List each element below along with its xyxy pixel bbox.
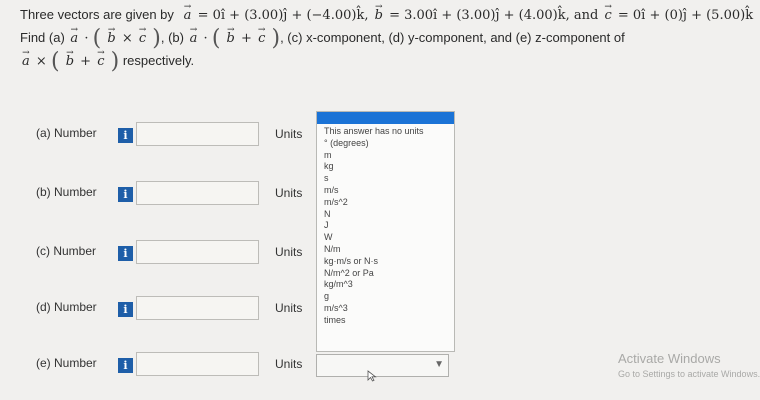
units-options [317,124,454,327]
watermark-subtitle: Go to Settings to activate Windows. [618,369,760,379]
info-icon[interactable]: i [118,302,133,317]
vector-a-symbol: → a [188,28,200,50]
open-paren: ( [50,49,60,74]
vector-c-symbol: → c [602,5,613,27]
info-icon[interactable]: i [118,128,133,143]
vector-b-symbol: → b [64,51,76,73]
answer-input-e[interactable] [136,352,259,376]
units-option[interactable]: N/m^2 or Pa [324,267,374,278]
answer-input-b[interactable] [136,181,259,205]
close-paren: ) [152,26,161,51]
units-dropdown-list[interactable] [316,111,455,352]
number-label-a: (a) Number [36,126,97,140]
vector-c-expression: = 0î + (0)ĵ + (5.00)k̂ [617,8,754,23]
units-label-e: Units [275,357,303,371]
answer-input-c[interactable] [136,240,259,264]
units-label-c: Units [275,245,303,259]
activate-windows-watermark [618,351,760,379]
vector-c-symbol: → c [256,28,267,50]
vector-a-symbol: → a [182,5,194,27]
close-paren: ) [271,26,281,51]
vector-c-symbol: → c [95,51,106,73]
chevron-down-icon[interactable]: ▼ [434,359,444,370]
units-label-a: Units [275,127,303,141]
vector-a-symbol: → a [20,51,32,73]
watermark-title: Activate Windows [618,351,721,366]
answer-input-a[interactable] [136,122,259,146]
problem-intro: Three vectors are given by [20,7,174,22]
respectively-label: respectively. [122,53,195,68]
cross-operator: × [121,31,133,46]
units-option[interactable]: ° (degrees) [324,137,369,148]
units-option[interactable]: g [324,291,330,302]
units-option[interactable]: m/s^3 [324,302,348,313]
problem-line-3 [20,50,710,73]
units-option[interactable]: times [324,314,346,325]
units-option[interactable]: N/m [324,243,341,254]
number-label-b: (b) Number [36,185,97,199]
units-option[interactable]: m [324,149,332,160]
part-b-label: , (b) [160,30,184,45]
units-option[interactable]: This answer has no units [324,126,424,136]
vector-b-symbol: → b [225,28,237,50]
close-paren: ) [110,49,120,74]
units-option[interactable]: kg [324,161,334,172]
units-option[interactable]: kg·m/s or N·s [324,255,378,266]
problem-statement [20,4,754,74]
units-option[interactable]: J [324,220,329,231]
dot-operator: · [203,31,208,46]
answer-input-d[interactable] [136,296,259,320]
vector-a-symbol: → a [68,28,80,50]
problem-line-1 [20,4,754,27]
units-option[interactable]: W [324,232,333,243]
open-paren: ( [211,26,221,51]
units-option[interactable]: s [324,173,329,184]
info-icon[interactable]: i [118,246,133,261]
plus-operator: + [80,54,92,69]
plus-operator: + [241,31,252,46]
number-label-e: (e) Number [36,356,97,370]
dot-operator: · [84,31,89,46]
parts-cde-label: , (c) x-component, (d) y-component, and (e) z-component of [280,30,625,45]
units-option[interactable]: m/s^2 [324,196,348,207]
units-option[interactable]: kg/m^3 [324,279,353,290]
units-option[interactable]: N [324,208,331,219]
problem-line-2 [20,27,710,50]
vector-a-expression: = 0î + (3.00)ĵ + (−4.00)k̂, [197,8,369,23]
find-a-label: Find (a) [20,30,65,45]
info-icon[interactable]: i [118,358,133,373]
info-icon[interactable]: i [118,187,133,202]
open-paren: ( [92,26,102,51]
vector-b-symbol: → b [105,28,117,50]
units-dropdown-highlight[interactable] [317,112,454,124]
units-select-e[interactable] [316,354,449,377]
units-option[interactable]: m/s [324,184,339,195]
units-label-b: Units [275,186,303,200]
number-label-d: (d) Number [36,300,97,314]
cross-operator: × [35,54,47,69]
vector-b-symbol: → b [373,5,385,27]
units-label-d: Units [275,301,303,315]
vector-b-expression: = 3.00î + (3.00)ĵ + (4.00)k̂, and [389,8,599,23]
mouse-cursor-icon [367,370,379,382]
vector-c-symbol: → c [137,28,148,50]
number-label-c: (c) Number [36,244,97,258]
